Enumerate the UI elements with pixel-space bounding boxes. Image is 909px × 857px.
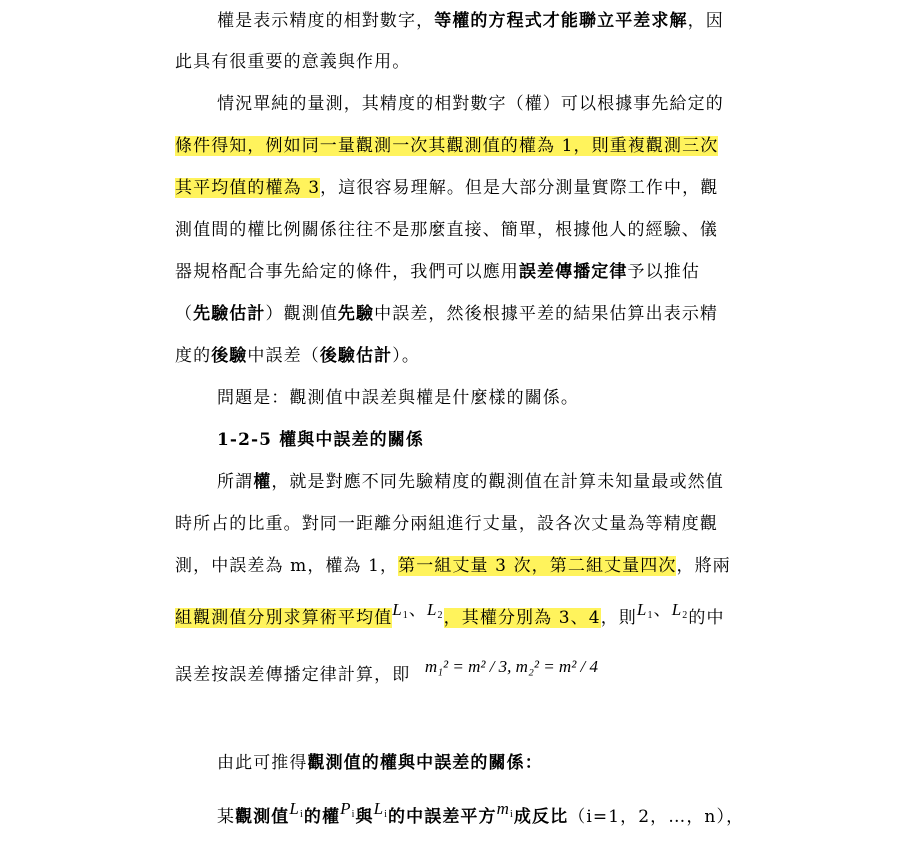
paragraph-2-line-3 <box>175 175 909 201</box>
paragraph-2-line-2 <box>175 133 909 159</box>
text: 情況單純的量測，其精度的相對數字（權）可以根據事先給定的 <box>217 94 724 114</box>
section-heading <box>217 427 909 453</box>
text: （i=1，2，…，n）， <box>568 807 745 827</box>
highlighted-text: 組觀測值分別求算術平均值 <box>175 608 393 628</box>
highlighted-text: ，其權分別為 3、4 <box>443 608 601 628</box>
paragraph-4-line-1 <box>217 750 909 776</box>
variable-Pi: $P_i$ <box>340 799 356 820</box>
text: 此具有很重要的意義與作用。 <box>175 52 411 72</box>
highlighted-text: 條件得知，例如同一量觀測一次其觀測值的權為 1，則重複觀測三次 <box>175 136 719 156</box>
paragraph-2-line-1 <box>217 91 909 117</box>
bold-text: 與 <box>355 807 374 827</box>
text: ，將兩 <box>676 556 731 576</box>
heading-text: 1-2-5 權與中誤差的關係 <box>217 430 424 450</box>
text: 問題是：觀測值中誤差與權是什麼樣的關係。 <box>217 388 579 408</box>
paragraph-2-line-4 <box>175 217 909 243</box>
bold-text: 誤差傳播定律 <box>518 262 628 282</box>
text: 測，中誤差為 m，權為 1， <box>175 556 399 576</box>
variance-formula: m₁² = m² / 3, m₂² = m² / 4 <box>424 657 599 676</box>
variable-Li: $L_i$ <box>289 799 304 820</box>
variable-L1: $L_1$ <box>636 600 654 621</box>
text: （ <box>175 304 194 324</box>
variable-L2: $L_2$ <box>671 600 689 621</box>
text: ）。 <box>392 346 420 366</box>
text: 權是表示精度的相對數字， <box>217 11 435 31</box>
bold-text: 等權的方程式才能聯立平差求解 <box>434 11 688 31</box>
text: 誤差按誤差傳播定律計算，即 <box>175 665 411 685</box>
text: 所謂 <box>217 472 254 492</box>
paragraph-3-line-3 <box>175 553 909 579</box>
bold-text: 後驗 <box>211 346 248 366</box>
text: 由此可推得 <box>217 753 308 773</box>
text: 測值間的權比例關係往往不是那麼直接、簡單，根據他人的經驗、儀 <box>175 220 718 240</box>
bold-text: 的中誤差平方 <box>388 807 497 827</box>
bold-text: 觀測值的權與中誤差的關係： <box>307 753 543 773</box>
paragraph-3-line-2 <box>175 511 909 537</box>
text: ，則 <box>600 608 637 628</box>
text: 的中 <box>688 608 725 628</box>
paragraph-1-line-1 <box>217 8 909 34</box>
paragraph-1-line-2 <box>175 49 909 75</box>
variable-L2: $L_2$ <box>426 600 444 621</box>
paragraph-2-line-5 <box>175 259 909 285</box>
bold-text: 先驗估計 <box>193 304 266 324</box>
text: ）觀測值 <box>265 304 338 324</box>
text: 中誤差，然後根據平差的結果估算出表示精 <box>374 304 719 324</box>
text: 度的 <box>175 346 212 366</box>
bold-text: 成反比 <box>513 807 569 827</box>
text: 中誤差（ <box>247 346 320 366</box>
paragraph-3-line-1 <box>217 469 909 495</box>
paragraph-3-line-5 <box>175 657 909 688</box>
variable-mi-squared: $m_i$ <box>496 799 514 820</box>
text: 器規格配合事先給定的條件，我們可以應用 <box>175 262 519 282</box>
text: ，就是對應不同先驗精度的觀測值在計算未知量最或然值 <box>271 472 724 492</box>
text: ，因 <box>687 11 724 31</box>
highlighted-text: 其平均值的權為 3 <box>175 178 321 198</box>
text: ，這很容易理解。但是大部分測量實際工作中，觀 <box>320 178 719 198</box>
paragraph-4-line-2 <box>217 799 909 836</box>
bold-text: 的權 <box>303 807 341 827</box>
text: 予以推估 <box>627 262 700 282</box>
separator: 、 <box>408 600 427 620</box>
paragraph-2-line-7 <box>175 343 909 369</box>
paragraph-3-line-4 <box>175 600 909 637</box>
separator: 、 <box>653 600 672 620</box>
question-line <box>217 385 909 411</box>
bold-text: 先驗 <box>337 304 375 324</box>
bold-text: 後驗估計 <box>319 346 393 366</box>
variable-L1: $L_1$ <box>392 600 409 621</box>
text: 時所占的比重。對同一距離分兩組進行丈量，設各次丈量為等精度觀 <box>175 514 718 534</box>
highlighted-text: 第一組丈量 3 次，第二組丈量四次 <box>398 556 677 576</box>
bold-text: 權 <box>253 472 272 492</box>
variable-Li: $L_i$ <box>373 799 389 820</box>
text: 某 <box>217 807 236 827</box>
paragraph-2-line-6 <box>175 301 909 327</box>
bold-text: 觀測值 <box>235 807 290 827</box>
